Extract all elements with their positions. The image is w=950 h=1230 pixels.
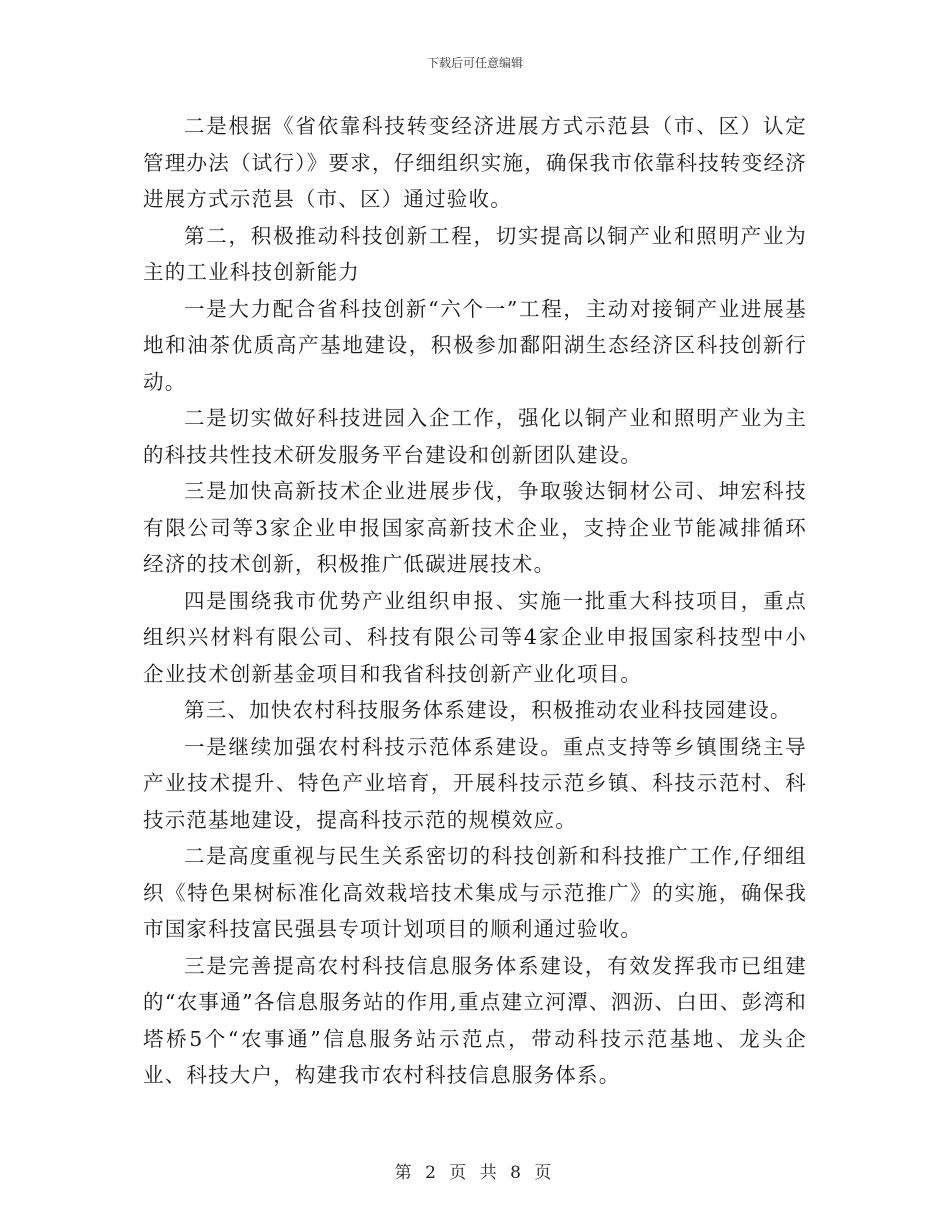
paragraph: 三是加快高新技术企业进展步伐，争取骏达铜材公司、坤宏科技有限公司等3家企业申报国家高新技术企业，支持企业节能减排循环经济的技术创新，积极推广低碳进展技术。: [143, 479, 807, 576]
paragraph: 第三、加快农村科技服务体系建设，积极推动农业科技园建设。: [184, 698, 792, 722]
paragraph: 四是围绕我市优势产业组织申报、实施一批重大科技项目，重点组织兴材料有限公司、科技有限公司等4家企业申报国家科技型中小企业技术创新基金项目和我省科技创新产业化项目。: [143, 588, 807, 686]
paragraph: 三是完善提高农村科技信息服务体系建设，有效发挥我市已组建的“农事通”各信息服务站的作用,重点建立河潭、泗沥、白田、彭湾和塔桥5个“农事通”信息服务站示范点，带动科技示范基地、龙头企业、科技大户，构建我市农村科技信息服务体系。: [143, 953, 807, 1087]
header-note: 下载后可任意编辑: [426, 56, 523, 70]
paragraph: 一是大力配合省科技创新“六个一”工程，主动对接铜产业进展基地和油茶优质高产基地建设，积极参加鄱阳湖生态经济区科技创新行动。: [143, 296, 807, 394]
paragraph: 第二，积极推动科技创新工程，切实提高以铜产业和照明产业为主的工业科技创新能力: [143, 223, 807, 284]
paragraph: 一是继续加强农村科技示范体系建设。重点支持等乡镇围绕主导产业技术提升、特色产业培育，开展科技示范乡镇、科技示范村、科技示范基地建设，提高科技示范的规模效应。: [143, 734, 807, 832]
document-body: [143, 108, 807, 1094]
paragraph: 二是高度重视与民生关系密切的科技创新和科技推广工作,仔细组织《特色果树标准化高效栽培技术集成与示范推广》的实施，确保我市国家科技富民强县专项计划项目的顺利通过验收。: [143, 844, 807, 941]
page-number: 第 2 页 共 8 页: [394, 1163, 556, 1183]
paragraph: 二是切实做好科技进园入企工作，强化以铜产业和照明产业为主的科技共性技术研发服务平台建设和创新团队建设。: [143, 406, 807, 467]
paragraph: 二是根据《省依靠科技转变经济进展方式示范县（市、区）认定管理办法（试行）》要求，仔细组织实施，确保我市依靠科技转变经济进展方式示范县（市、区）通过验收。: [143, 114, 807, 211]
